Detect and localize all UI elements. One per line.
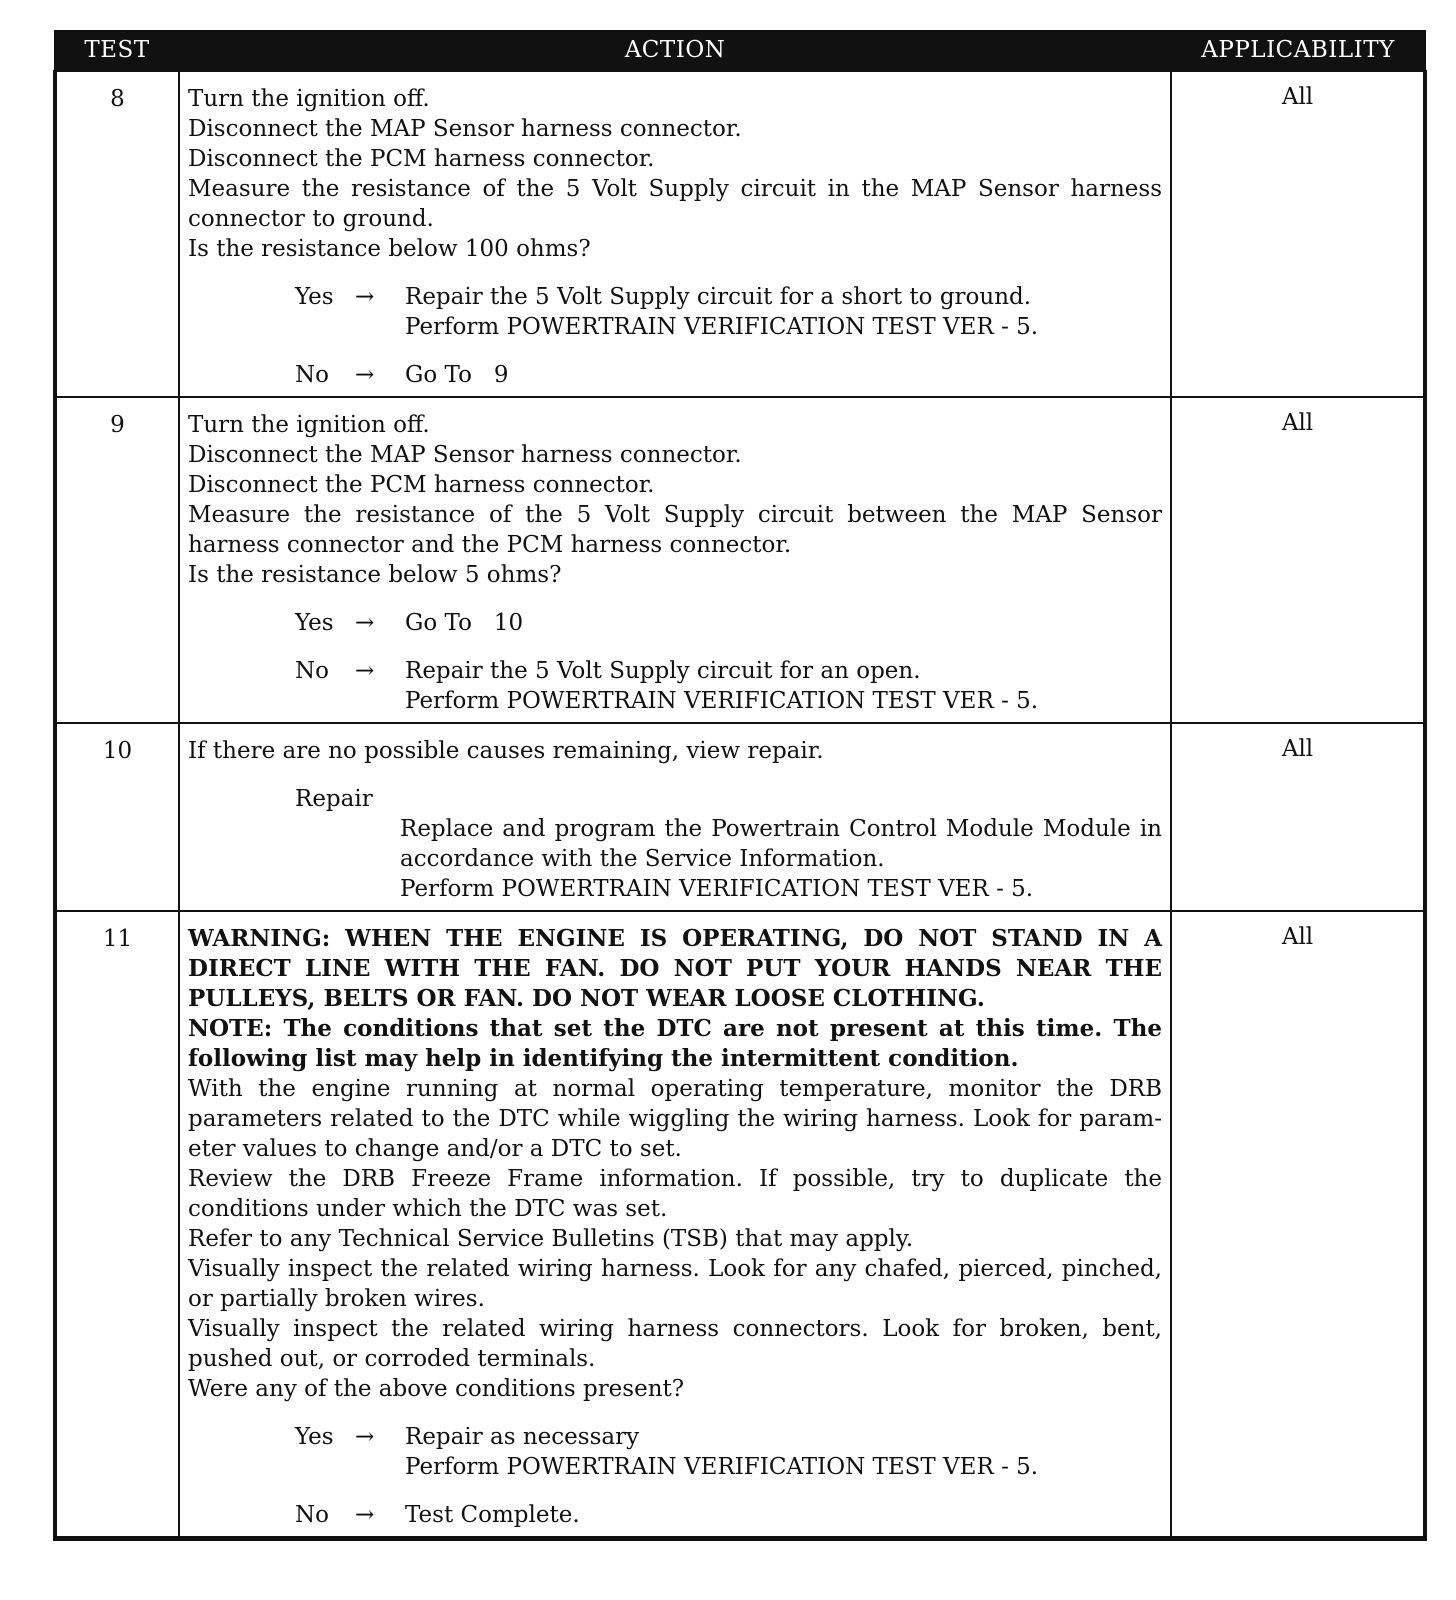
repair-instructions <box>400 814 1162 904</box>
action-cell <box>179 723 1171 911</box>
test-number: 10 <box>55 723 179 911</box>
action-cell <box>179 397 1171 723</box>
step-text: If there are no possible causes remaining, view repair. <box>188 738 824 764</box>
step-text: Review the DRB Freeze Frame information. If possible, try to duplicate the conditions under which the DTC was set. <box>188 1166 1162 1222</box>
step-text: Visually inspect the related wiring harness connectors. Look for broken, bent, pushed out, or corroded terminals. <box>188 1316 1162 1372</box>
repair-text: Perform POWERTRAIN VERIFICATION TEST VER - 5. <box>400 876 1034 902</box>
applicability-cell: All <box>1171 71 1425 397</box>
yes-branch <box>295 608 1162 638</box>
table-header-row <box>55 30 1425 71</box>
no-label: No <box>295 362 329 388</box>
test-row-8 <box>55 71 1425 397</box>
result-text: Go To 10 <box>405 610 524 636</box>
step-text: Turn the ignition off. <box>188 412 430 438</box>
applicability-cell: All <box>1171 397 1425 723</box>
action-cell <box>179 911 1171 1539</box>
no-branch <box>295 1500 1162 1530</box>
test-number: 11 <box>55 911 179 1539</box>
result-text: Test Complete. <box>405 1502 580 1528</box>
repair-label: Repair <box>295 786 373 812</box>
yes-branch <box>295 1422 1162 1482</box>
no-result <box>405 360 1162 390</box>
yes-result <box>405 1422 1162 1482</box>
applicability-cell: All <box>1171 723 1425 911</box>
action-cell <box>179 71 1171 397</box>
result-text: Perform POWERTRAIN VERIFICATION TEST VER - 5. <box>405 314 1039 340</box>
step-text: Disconnect the MAP Sensor harness connector. <box>188 116 742 142</box>
repair-text: Replace and program the Powertrain Control Module Module in accordance with the Service Information. <box>400 816 1162 872</box>
step-text: Visually inspect the related wiring harness. Look for any chafed, pierced, pinched, or partially broken wires. <box>188 1256 1162 1312</box>
note-text: NOTE: The conditions that set the DTC are not present at this time. The following list may help in identifying the intermittent condition. <box>188 1015 1162 1072</box>
yes-label: Yes <box>295 284 334 310</box>
applicability-cell: All <box>1171 911 1425 1539</box>
right-arrow-icon: → <box>355 362 375 388</box>
question-text: Is the resistance below 100 ohms? <box>188 236 591 262</box>
result-text: Repair the 5 Volt Supply circuit for a short to ground. <box>405 284 1032 310</box>
right-arrow-icon: → <box>355 284 375 310</box>
header-test: TEST <box>55 30 179 71</box>
test-row-9 <box>55 397 1425 723</box>
no-result <box>405 1500 1162 1530</box>
step-text: Measure the resistance of the 5 Volt Supply circuit in the MAP Sensor harness connector to ground. <box>188 176 1162 232</box>
step-text: Disconnect the PCM harness connector. <box>188 472 655 498</box>
yes-result <box>405 282 1162 342</box>
step-text: Measure the resistance of the 5 Volt Supply circuit between the MAP Sensor harness connector and the PCM harness connector. <box>188 502 1162 558</box>
right-arrow-icon: → <box>355 1502 375 1528</box>
result-text: Go To 9 <box>405 362 509 388</box>
step-text: Refer to any Technical Service Bulletins (TSB) that may apply. <box>188 1226 914 1252</box>
diagnostic-test-table <box>53 30 1427 1541</box>
no-label: No <box>295 1502 329 1528</box>
no-branch <box>295 360 1162 390</box>
step-text: Disconnect the MAP Sensor harness connector. <box>188 442 742 468</box>
diagnostic-procedure-sheet <box>53 30 1423 1570</box>
no-label: No <box>295 658 329 684</box>
yes-label: Yes <box>295 1424 334 1450</box>
yes-label: Yes <box>295 610 334 636</box>
right-arrow-icon: → <box>355 610 375 636</box>
result-text: Repair the 5 Volt Supply circuit for an open. <box>405 658 921 684</box>
header-applicability: APPLICABILITY <box>1171 30 1425 71</box>
no-branch <box>295 656 1162 716</box>
warning-text: WARNING: WHEN THE ENGINE IS OPERATING, DO NOT STAND IN A DIRECT LINE WITH THE FAN. DO NOT PUT YOUR HANDS NEAR THE PULLEYS, BELTS OR FAN. DO NOT WEAR LOOSE CLOTHING. <box>188 925 1162 1012</box>
test-number: 8 <box>55 71 179 397</box>
yes-branch <box>295 282 1162 342</box>
result-text: Perform POWERTRAIN VERIFICATION TEST VER - 5. <box>405 688 1039 714</box>
right-arrow-icon: → <box>355 1424 375 1450</box>
step-text: Disconnect the PCM harness connector. <box>188 146 655 172</box>
test-row-10 <box>55 723 1425 911</box>
test-number: 9 <box>55 397 179 723</box>
step-text: With the engine running at normal operating temperature, monitor the DRB parameters related to the DTC while wiggling the wiring harness. Look for param-eter values to change and/or a DTC to set. <box>188 1076 1162 1162</box>
question-text: Is the resistance below 5 ohms? <box>188 562 562 588</box>
test-row-11 <box>55 911 1425 1539</box>
result-text: Perform POWERTRAIN VERIFICATION TEST VER - 5. <box>405 1454 1039 1480</box>
step-text: Turn the ignition off. <box>188 86 430 112</box>
right-arrow-icon: → <box>355 658 375 684</box>
question-text: Were any of the above conditions present? <box>188 1376 685 1402</box>
yes-result <box>405 608 1162 638</box>
result-text: Repair as necessary <box>405 1424 640 1450</box>
header-action: ACTION <box>179 30 1171 71</box>
no-result <box>405 656 1162 716</box>
